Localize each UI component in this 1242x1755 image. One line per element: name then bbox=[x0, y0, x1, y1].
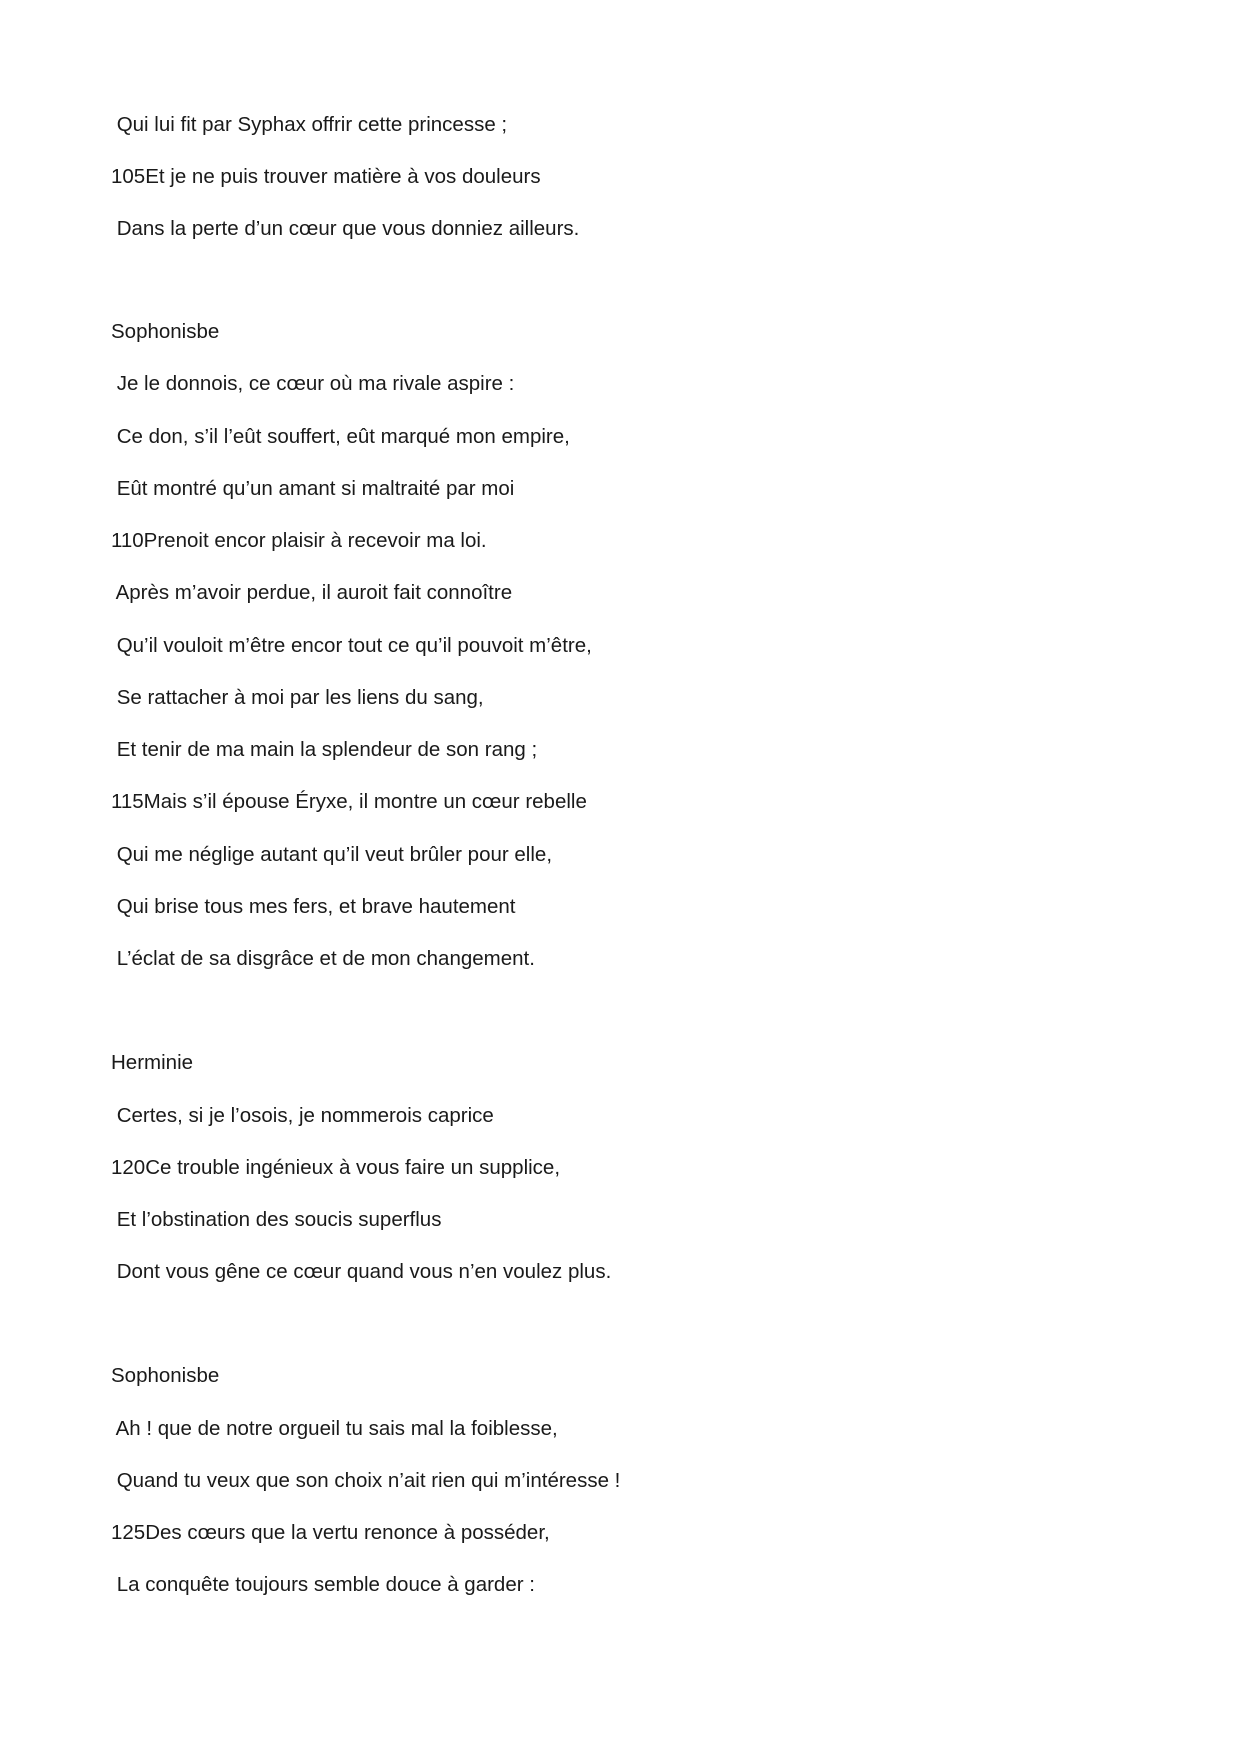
verse-line: Qui me néglige autant qu’il veut brûler pour elle, bbox=[111, 843, 553, 866]
verse-line: Quand tu veux que son choix n’ait rien qui m’intéresse ! bbox=[111, 1469, 621, 1492]
verse-line: La conquête toujours semble douce à garder : bbox=[111, 1573, 535, 1596]
speaker-name: Sophonisbe bbox=[111, 320, 220, 343]
verse-line: Se rattacher à moi par les liens du sang, bbox=[111, 686, 484, 709]
verse-line: Dont vous gêne ce cœur quand vous n’en voulez plus. bbox=[111, 1260, 612, 1283]
verse-line: Qu’il vouloit m’être encor tout ce qu’il pouvoit m’être, bbox=[111, 634, 592, 657]
verse-line: Dans la perte d’un cœur que vous donniez ailleurs. bbox=[111, 217, 580, 240]
verse-line: Qui brise tous mes fers, et brave hautement bbox=[111, 895, 516, 918]
verse-line: 105Et je ne puis trouver matière à vos douleurs bbox=[111, 165, 541, 188]
verse-line: Ah ! que de notre orgueil tu sais mal la foiblesse, bbox=[111, 1417, 558, 1440]
verse-line: 110Prenoit encor plaisir à recevoir ma loi. bbox=[111, 529, 487, 552]
verse-line: Qui lui fit par Syphax offrir cette princesse ; bbox=[111, 113, 508, 136]
verse-line: Certes, si je l’osois, je nommerois caprice bbox=[111, 1104, 494, 1127]
speaker-name: Sophonisbe bbox=[111, 1364, 220, 1387]
verse-line: 125Des cœurs que la vertu renonce à posséder, bbox=[111, 1521, 550, 1544]
verse-line: L’éclat de sa disgrâce et de mon changement. bbox=[111, 947, 535, 970]
verse-line: Après m’avoir perdue, il auroit fait connoître bbox=[111, 581, 513, 604]
verse-line: Je le donnois, ce cœur où ma rivale aspire : bbox=[111, 372, 515, 395]
verse-line: Ce don, s’il l’eût souffert, eût marqué mon empire, bbox=[111, 425, 570, 448]
verse-line: 115Mais s’il épouse Éryxe, il montre un cœur rebelle bbox=[111, 790, 587, 813]
speaker-name: Herminie bbox=[111, 1051, 194, 1074]
verse-line: Eût montré qu’un amant si maltraité par moi bbox=[111, 477, 515, 500]
verse-line: Et l’obstination des soucis superflus bbox=[111, 1208, 442, 1231]
verse-line: Et tenir de ma main la splendeur de son rang ; bbox=[111, 738, 538, 761]
verse-line: 120Ce trouble ingénieux à vous faire un supplice, bbox=[111, 1156, 561, 1179]
